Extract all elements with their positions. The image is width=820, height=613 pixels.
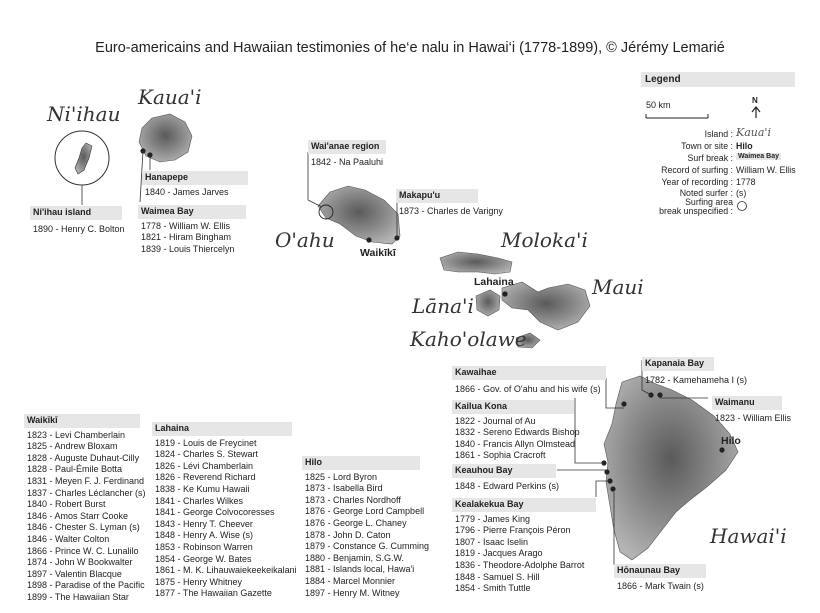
legend-row-surf-area-1: Surfing area xyxy=(685,197,733,207)
legend-title: Legend xyxy=(641,72,795,87)
site-hanapepe xyxy=(142,171,248,198)
site-niihau-island xyxy=(30,206,125,235)
site-entry: 1822 - Journal of Au xyxy=(455,415,536,426)
site-entry: 1846 - Walter Colton xyxy=(27,533,110,544)
site-hilo-list xyxy=(302,456,430,599)
site-entry: 1874 - John W Bookwalter xyxy=(27,557,133,568)
site-entry: 1897 - Valentin Blacque xyxy=(27,568,122,579)
legend-surf-area-symbol xyxy=(738,202,747,211)
site-waikiki-list xyxy=(24,414,146,604)
site-header: Hanapepe xyxy=(142,171,248,185)
site-entry: 1854 - George W. Bates xyxy=(155,553,252,564)
north-arrow-icon xyxy=(752,107,760,118)
site-entry: 1846 - Chester S. Lyman (s) xyxy=(27,522,140,533)
site-entry: 1875 - Henry Whitney xyxy=(155,576,243,587)
kauai-island-shape xyxy=(139,114,192,162)
island-label-oahu: O'ahu xyxy=(275,228,335,252)
site-entry: 1880 - Benjamin, S.G.W. xyxy=(305,552,405,563)
site-header: Keauhou Bay xyxy=(452,464,556,478)
island-label-kahoolawe: Kaho'olawe xyxy=(410,327,527,351)
site-entry: 1840 - James Jarves xyxy=(145,186,229,197)
site-header: Kailua Kona xyxy=(452,400,574,414)
site-entry: 1854 - Smith Tuttle xyxy=(455,583,531,594)
legend-value-island: Kaua'i xyxy=(736,126,771,139)
legend-panel xyxy=(641,72,795,87)
site-entry: 1823 - William Ellis xyxy=(715,412,792,423)
legend-value-noted: (s) xyxy=(736,188,747,198)
town-label-waikiki: Waikīkī xyxy=(360,247,396,259)
site-header: Waimanu xyxy=(712,396,782,410)
waimanu-marker xyxy=(657,392,662,397)
legend-row-surf-area-2: break unspecified : xyxy=(659,206,733,216)
site-kapanaia-bay xyxy=(642,357,748,386)
site-entry: 1861 - M. K. Lihauwaiekeekeikalani xyxy=(155,565,297,576)
island-label-kauai: Kaua'i xyxy=(138,85,202,109)
legend-value-record: William W. Ellis xyxy=(736,165,796,175)
site-entry: 1778 - William W. Ellis xyxy=(141,220,231,231)
site-header: Makapu'u xyxy=(396,189,478,203)
site-entry: 1877 - The Hawaiian Gazette xyxy=(155,588,272,599)
legend-scale-label: 50 km xyxy=(646,100,671,110)
site-entry: 1825 - Lord Byron xyxy=(305,471,378,482)
island-label-lanai: Lāna'i xyxy=(412,294,474,318)
island-label-niihau: Ni'ihau xyxy=(47,102,121,126)
site-entry: 1828 - Paul-Émile Botta xyxy=(27,464,123,475)
site-kealakekua-bay xyxy=(452,498,596,595)
site-header: Kapanaia Bay xyxy=(642,357,714,371)
site-entry: 1823 - Levi Chamberlain xyxy=(27,429,126,440)
site-entry: 1837 - Charles Léclancher (s) xyxy=(27,487,146,498)
site-entry: 1841 - Charles Wilkes xyxy=(155,495,244,506)
site-entry: 1873 - Charles Nordhoff xyxy=(305,494,401,505)
site-entry: 1831 - Meyen F. J. Ferdinand xyxy=(27,475,145,486)
site-entry: 1866 - Mark Twain (s) xyxy=(617,580,704,591)
site-entry: 1866 - Prince W. C. Lunalilo xyxy=(27,545,139,556)
site-entry: 1873 - Isabella Bird xyxy=(305,483,383,494)
site-entry: 1841 - George Colvocoresses xyxy=(155,507,275,518)
site-entry: 1826 - Reverend Richard xyxy=(155,472,256,483)
legend-value-town: Hilo xyxy=(736,141,753,151)
site-entry: 1836 - Theodore-Adolphe Barrot xyxy=(455,559,585,570)
legend-row-surf-break: Surf break : xyxy=(687,153,733,163)
site-waimanu xyxy=(712,396,792,424)
site-entry: 1779 - James King xyxy=(455,513,531,524)
site-kailua-kona xyxy=(452,400,580,462)
site-entry: 1861 - Sophia Cracroft xyxy=(455,450,546,461)
site-entry: 1848 - Edward Perkins (s) xyxy=(455,480,560,491)
site-header: Waikīkī xyxy=(24,414,140,428)
site-entry: 1873 - Charles de Varigny xyxy=(399,205,503,216)
lahaina-marker xyxy=(502,291,507,296)
site-entry: 1881 - Islands local, Hawa'i xyxy=(305,564,415,575)
site-entry: 1839 - Louis Thiercelyn xyxy=(141,243,235,254)
site-header: Waimea Bay xyxy=(138,205,246,219)
maui-island-shape xyxy=(502,282,590,330)
site-entry: 1876 - George Lord Campbell xyxy=(305,506,425,517)
kawaihae-marker xyxy=(621,401,626,406)
legend-row-town: Town or site : xyxy=(681,141,733,151)
site-header: Lahaina xyxy=(152,422,292,436)
lanai-island-shape xyxy=(476,290,500,316)
site-entry: 1848 - Samuel S. Hill xyxy=(455,571,540,582)
site-entry: 1782 - Kamehameha I (s) xyxy=(645,374,748,385)
molokai-island-shape xyxy=(440,252,512,274)
waikiki-marker xyxy=(366,237,371,242)
site-entry: 1898 - Paradise of the Pacific xyxy=(27,580,145,591)
site-entry: 1796 - Pierre François Péron xyxy=(455,525,571,536)
site-entry: 1897 - Henry M. Witney xyxy=(305,587,400,598)
legend-row-noted: Noted surfer : xyxy=(679,188,733,198)
town-label-hilo: Hilo xyxy=(721,435,741,447)
site-entry: 1899 - The Hawaiian Star xyxy=(27,591,129,602)
map-title: Euro-americains and Hawaiian testimonies of he‘e nalu in Hawai‘i (1778-1899), © Jérémy Lemarié xyxy=(95,40,725,56)
site-entry: 1838 - Ke Kumu Hawaii xyxy=(155,483,250,494)
legend-row-record: Record of surfing : xyxy=(661,165,733,175)
island-label-hawaii: Hawai'i xyxy=(710,524,787,548)
site-header: Kawaihae xyxy=(452,366,606,380)
site-entry: 1848 - Henry A. Wise (s) xyxy=(155,530,254,541)
legend-north-label: N xyxy=(752,96,758,105)
site-entry: 1890 - Henry C. Bolton xyxy=(33,223,125,234)
site-entry: 1821 - Hiram Bingham xyxy=(141,232,232,243)
site-entry: 1884 - Marcel Monnier xyxy=(305,575,396,586)
site-header: Ni'ihau island xyxy=(30,206,122,220)
honaunau-marker xyxy=(610,486,615,491)
site-header: Hōnaunau Bay xyxy=(614,564,706,578)
legend-value-surf-break: Waimea Bay xyxy=(738,153,779,160)
site-entry: 1824 - Charles S. Stewart xyxy=(155,449,259,460)
legend-row-year: Year of recording : xyxy=(661,177,733,187)
site-header: Hilo xyxy=(302,456,420,470)
site-entry: 1876 - George L. Chaney xyxy=(305,517,407,528)
site-entry: 1826 - Lévi Chamberlain xyxy=(155,460,254,471)
island-label-maui: Maui xyxy=(592,275,644,299)
site-entry: 1879 - Constance G. Cumming xyxy=(305,541,430,552)
site-entry: 1846 - Amos Starr Cooke xyxy=(27,510,129,521)
site-entry: 1819 - Louis de Freycinet xyxy=(155,437,257,448)
site-waianae-region xyxy=(308,140,386,168)
site-entry: 1866 - Gov. of O'ahu and his wife (s) xyxy=(455,383,601,394)
site-keauhou-bay xyxy=(452,464,560,492)
site-kawaihae xyxy=(452,366,606,395)
legend-value-year: 1778 xyxy=(736,177,756,187)
site-entry: 1825 - Andrew Bloxam xyxy=(27,441,118,452)
legend-row-island: Island : xyxy=(704,129,733,139)
site-entry: 1807 - Isaac Iselin xyxy=(455,536,529,547)
town-label-lahaina: Lahaina xyxy=(474,276,514,288)
island-label-molokai: Moloka'i xyxy=(501,228,588,252)
niihau-island-shape xyxy=(75,143,92,174)
site-entry: 1842 - Na Paaluhi xyxy=(311,156,384,167)
site-entry: 1819 - Jacques Arago xyxy=(455,548,543,559)
site-entry: 1840 - Robert Burst xyxy=(27,499,106,510)
site-entry: 1853 - Robinson Warren xyxy=(155,541,253,552)
site-header: Kealakekua Bay xyxy=(452,498,596,512)
hilo-marker xyxy=(719,447,724,452)
site-entry: 1828 - Auguste Duhaut-Cilly xyxy=(27,452,140,463)
site-entry: 1878 - John D. Caton xyxy=(305,529,391,540)
site-entry: 1840 - Francis Allyn Olmstead xyxy=(455,438,576,449)
site-entry: 1832 - Sereno Edwards Bishop xyxy=(455,427,580,438)
site-lahaina-list xyxy=(152,422,297,600)
site-header: Wai'anae region xyxy=(308,140,386,154)
site-waimea-bay xyxy=(138,205,246,255)
site-entry: 1843 - Henry T. Cheever xyxy=(155,518,253,529)
site-makapuu xyxy=(396,189,503,217)
site-honaunau-bay xyxy=(614,564,706,592)
